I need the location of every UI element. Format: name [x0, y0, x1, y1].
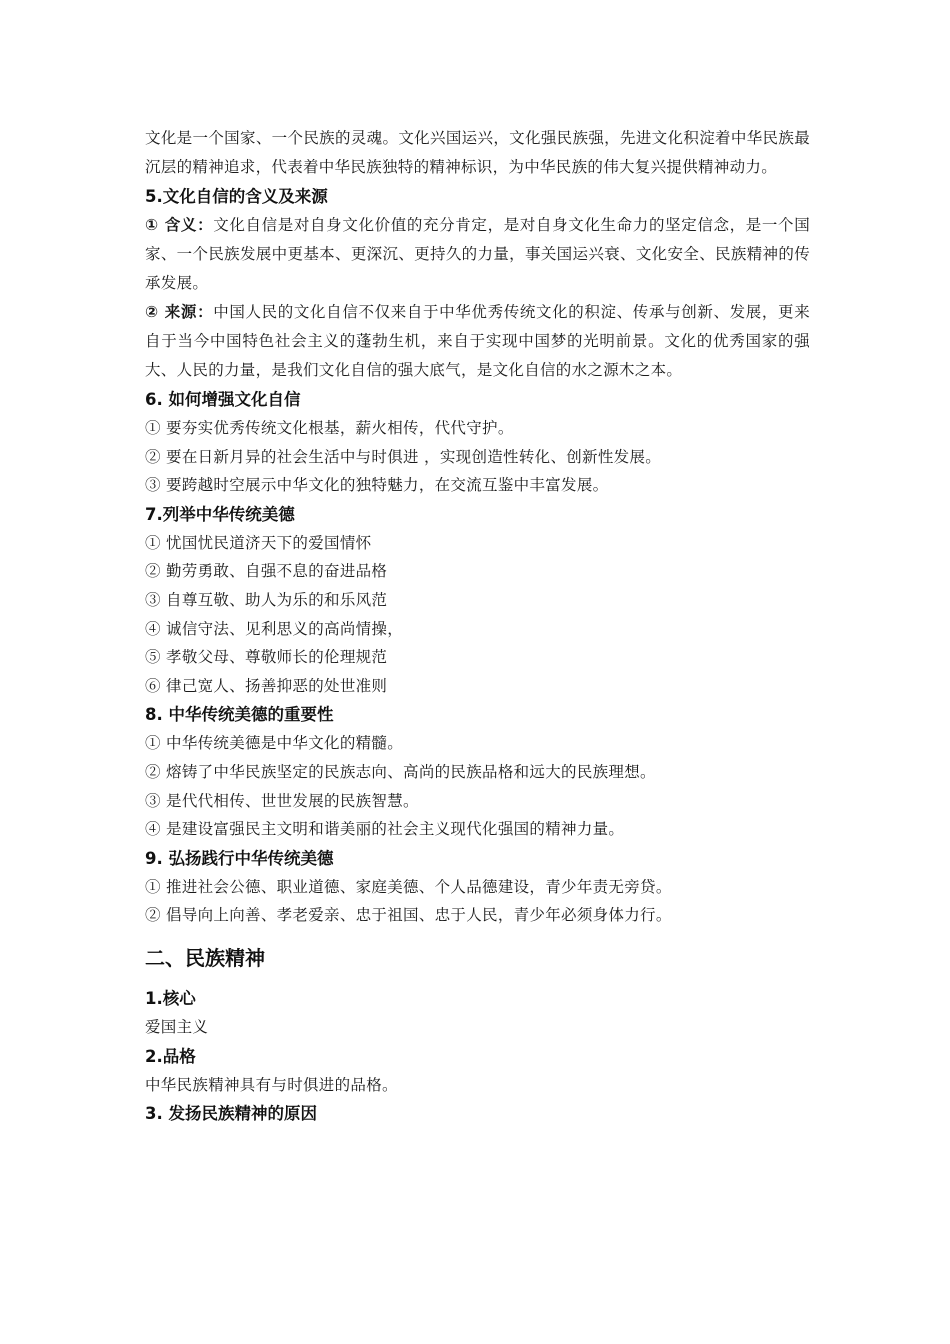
list-item: ④ 诚信守法、见利思义的高尚情操， — [145, 619, 404, 638]
list-item: ① 中华传统美德是中华文化的精髓。 — [145, 734, 404, 753]
intro-paragraph: 文化是一个国家、一个民族的灵魂。文化兴国运兴，文化强民族强，先进文化积淀着中华民族最沉层的精神追求，代表着中华民族独特的精神标识，为中华民族的伟大复兴提供精神动力。 — [145, 129, 810, 176]
list-item: ③ 是代代相传、世世发展的民族智慧。 — [145, 791, 419, 810]
list-item: ② 倡导向上向善、孝老爱亲、忠于祖国、忠于人民，青少年必须身体力行。 — [145, 906, 672, 925]
part-2-section-3-title: 3. 发扬民族精神的原因 — [145, 1104, 317, 1124]
meaning-text: 文化自信是对自身文化价值的充分肯定，是对自身文化生命力的坚定信念，是一个国家、一个民族发展中更基本、更深沉、更持久的力量，事关国运兴衰、文化安全、民族精神的传承发展。 — [145, 216, 810, 292]
section-8-title: 8. 中华传统美德的重要性 — [145, 705, 334, 725]
meaning-label: ① 含义： — [145, 216, 214, 234]
list-item: ⑥ 律己宽人、扬善抑恶的处世准则 — [145, 676, 388, 695]
section-5-title: 5.文化自信的含义及来源 — [145, 187, 328, 206]
source-text: 中国人民的文化自信不仅来自于中华优秀传统文化的积淀、传承与创新、发展，更来自于当今中国特色社会主义的蓬勃生机，来自于实现中国梦的光明前景。文化的优秀国家的强大、人民的力量，是我们文化自信的强大底气，是文化自信的水之源木之本。 — [145, 303, 810, 379]
list-item: ① 忧国忧民道济天下的爱国情怀 — [145, 533, 372, 552]
document-body — [145, 124, 810, 1128]
section-5-source — [145, 298, 810, 385]
part-2-section-1-title: 1.核心 — [145, 988, 196, 1008]
list-item: ① 要夯实优秀传统文化根基，薪火相传，代代守护。 — [145, 419, 514, 437]
section-5-meaning — [145, 211, 810, 298]
list-item: ② 要在日新月异的社会生活中与时俱进 ，实现创造性转化、创新性发展。 — [145, 447, 662, 466]
part-2-section-2-title: 2.品格 — [145, 1046, 196, 1066]
part-2-section-1-text: 爱国主义 — [145, 1017, 209, 1036]
list-item: ① 推进社会公德、职业道德、家庭美德、个人品德建设，青少年责无旁贷。 — [145, 877, 672, 896]
section-7-title: 7.列举中华传统美德 — [145, 504, 295, 524]
list-item: ② 勤劳勇敢、自强不息的奋进品格 — [145, 562, 388, 581]
list-item: ④ 是建设富强民主文明和谐美丽的社会主义现代化强国的精神力量。 — [145, 820, 625, 839]
list-item: ③ 自尊互敬、助人为乐的和乐风范 — [145, 590, 388, 609]
list-item: ② 熔铸了中华民族坚定的民族志向、高尚的民族品格和远大的民族理想。 — [145, 762, 656, 781]
source-label: ② 来源： — [145, 303, 214, 321]
part-2-section-2-text: 中华民族精神具有与时俱进的品格。 — [145, 1075, 398, 1094]
list-item: ⑤ 孝敬父母、尊敬师长的伦理规范 — [145, 648, 388, 667]
section-6-title: 6. 如何增强文化自信 — [145, 390, 301, 409]
section-9-title: 9. 弘扬践行中华传统美德 — [145, 848, 334, 868]
list-item: ③ 要跨越时空展示中华文化的独特魅力，在交流互鉴中丰富发展。 — [145, 476, 609, 495]
part-2-heading: 二、民族精神 — [145, 945, 265, 970]
